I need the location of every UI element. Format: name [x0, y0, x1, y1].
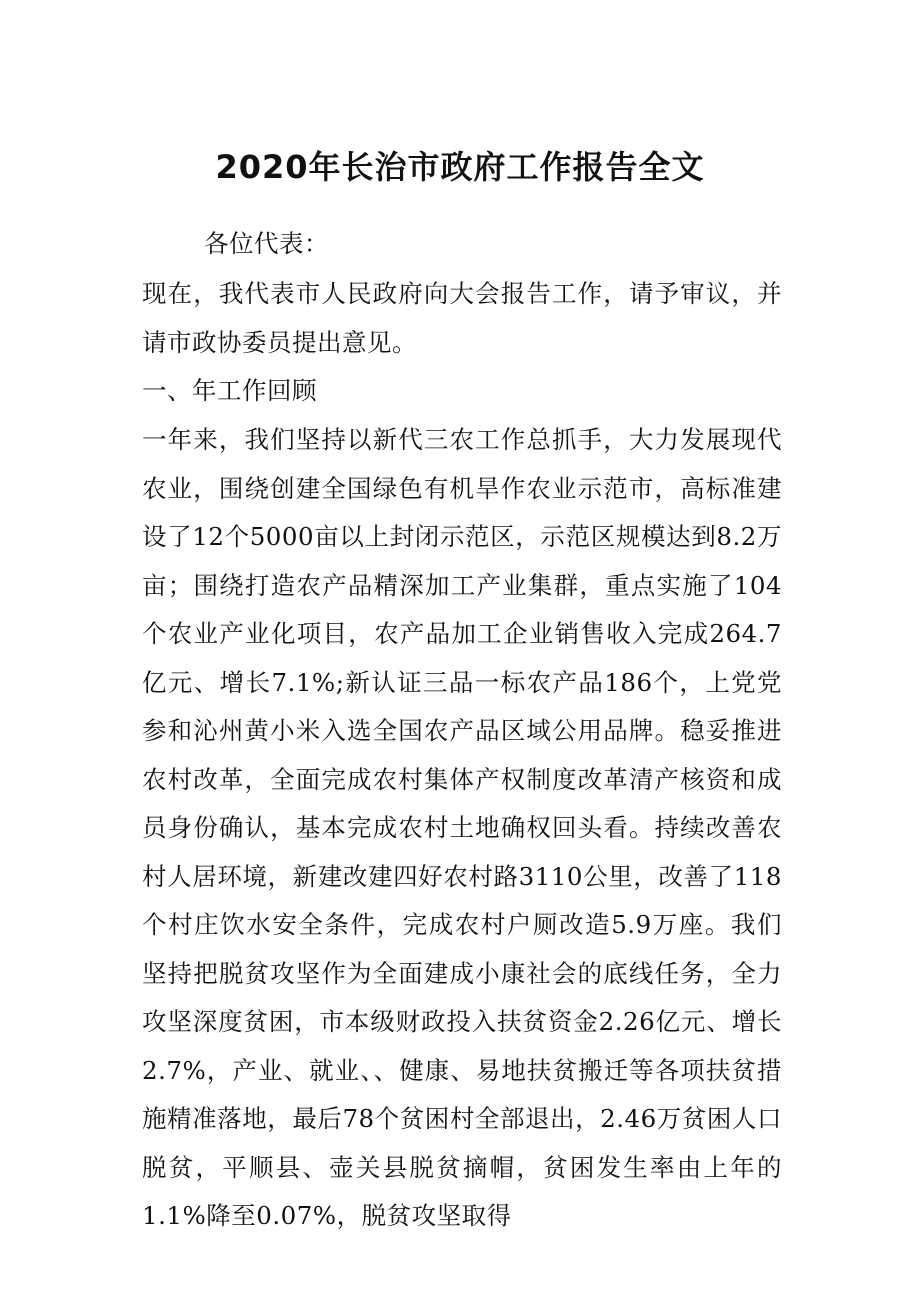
document-title: 2020年长治市政府工作报告全文	[215, 148, 705, 186]
salutation: 各位代表：	[204, 229, 329, 258]
intro-paragraph: 现在，我代表市人民政府向大会报告工作，请予审议，并请市政协委员提出意见。	[142, 279, 782, 357]
section-heading: 一、年工作回顾	[142, 376, 317, 405]
body-paragraph: 一年来，我们坚持以新代三农工作总抓手，大力发展现代农业，围绕创建全国绿色有机旱作农业示范市，高标准建设了12个5000亩以上封闭示范区，示范区规模达到8.2万亩；围绕打造农产品精深加工产业集群，重点实施了104个农业产业化项目，农产品加工企业销售收入完成264.7亿元、增长7.1%;新认证三品一标农产品186个，上党党参和沁州黄小米入选全国农产品区域公用品牌。稳妥推进农村改革，全面完成农村集体产权制度改革清产核资和成员身份确认，基本完成农村土地确权回头看。持续改善农村人居环境，新建改建四好农村路3110公里，改善了118个村庄饮水安全条件，完成农村户厕改造5.9万座。我们坚持把脱贫攻坚作为全面建成小康社会的底线任务，全力攻坚深度贫困，市本级财政投入扶贫资金2.26亿元、增长2.7%，产业、就业、、健康、易地扶贫搬迁等各项扶贫措施精准落地，最后78个贫困村全部退出，2.46万贫困人口脱贫，平顺县、壶关县脱贫摘帽，贫困发生率由上年的1.1%降至0.07%，脱贫攻坚取得	[142, 425, 782, 1230]
